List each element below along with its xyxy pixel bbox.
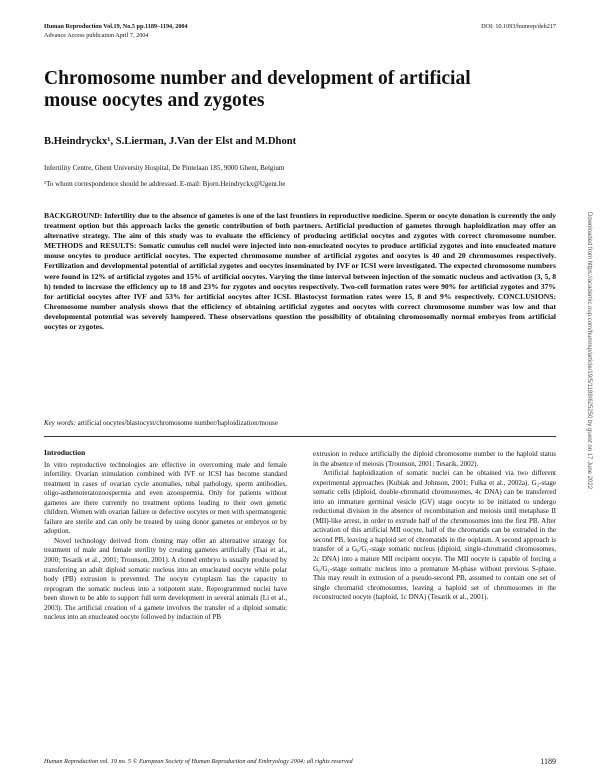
advance-access-note: Advance Access publication April 7, 2004 xyxy=(44,31,149,39)
keywords-text: artificial oocytes/blastocyst/chromosome number/haploidization/mouse xyxy=(77,419,278,427)
download-note: Downloaded from https://academic.oup.com/humrep/article/19/5/1189/625250 by guest on 17 June 2022 xyxy=(586,212,592,490)
keywords-label: Key words: xyxy=(44,419,76,427)
article-title: Chromosome number and development of artificial mouse oocytes and zygotes xyxy=(44,68,471,111)
journal-citation: Human Reproduction Vol.19, No.5 pp.1189–1194, 2004 xyxy=(44,23,188,30)
section-divider xyxy=(44,436,556,437)
intro-paragraph-2: Novel technology derived from cloning may offer an alternative strategy for treatment of male and female sterility by creating gametes artificially (Tsai et al., 2000; Tesarik et al., 2001; Trounson, 2001). A cloned embryo is usually produced by transferring an adult diploid somatic nucleus into an enucleated oocyte while polar body (PB) extrusion is prevented. The oocyte cytoplasm has the capacity to reprogram the somatic nucleus into a totipotent state. Reprogrammed nuclei have been shown to be able to support full term development in several animals (Li et al., 2003). The artificial creation of a gamete involves the transfer of a diploid somatic nucleus into an enucleated oocyte followed by induction of PB xyxy=(44,536,287,622)
download-watermark xyxy=(583,212,593,572)
intro-paragraph-2-continued: extrusion to reduce artificially the diploid chromosome number to the haploid status in the absence of meiosis (Trounson, 2001; Tesarik, 2002). xyxy=(313,450,556,468)
intro-paragraph-3: Artificial haploidization of somatic nuclei can be obtained via two different experimental approaches (Kubiak and Johnson, 2001; Fulka et al., 2002a). G₂-stage somatic cells (diploid, double-chromatid chromosomes, 4c DNA) can be transferred into an immature germinal vesicle (GV) stage oocyte to be initiated to undergo reductional division in the absence of recombination and meiosis until metaphase II (MII)-like arrest, in order to extrude half of the chromosomes into the first PB. After activation of this artificial MII oocyte, half of the chromatids can be extruded in the second PB, leaving a haploid set of chromatids in the ooplasm. A second approach is transfer of a G₀/G₁-stage somatic nucleus (diploid, single-chromatid chromosomes, 2c DNA) into a mature MII recipient oocyte. The MII oocyte is capable of forcing a G₀/G₁-stage somatic nucleus into a premature M-phase without previous S-phase. This may result in extrusion of a pseudo-second PB, assumed to contain one set of single chromatid chromosomes, leaving a haploid set of chromosomes in the reconstructed oocyte (haploid, 1c DNA) (Tesarik et al., 2001). xyxy=(313,469,556,602)
affiliation: Infertility Centre, Ghent University Hospital, De Pintelaan 185, 9000 Ghent, Belgium xyxy=(44,164,285,172)
page-number: 1189 xyxy=(540,757,556,766)
right-column xyxy=(313,450,556,603)
left-column xyxy=(44,448,287,623)
running-header xyxy=(44,23,556,40)
introduction-heading: Introduction xyxy=(44,448,86,457)
footer-copyright: Human Reproduction vol. 19 no. 5 © European Society of Human Reproduction and Embryology 2004; all rights reserved xyxy=(44,758,353,765)
doi-link[interactable]: DOI: 10.1093/humrep/deh217 xyxy=(481,23,556,30)
correspondence-note: ¹To whom correspondence should be addressed. E-mail: Bjorn.Heindryckx@Ugent.be xyxy=(44,180,286,188)
author-list: B.Heindryckx¹, S.Lierman, J.Van der Elst and M.Dhont xyxy=(44,136,297,147)
abstract: BACKGROUND: Infertility due to the absence of gametes is one of the last frontiers in reproductive medicine. Sperm or oocyte donation is currently the only treatment option but this approach lacks the genetic contribution of both partners. Artificial production of gametes through haploidization may offer an alternative strategy. The aim of this study was to evaluate the efficiency of producing artificial oocytes and zygotes with correct chromosome number. METHODS and RESULTS: Somatic cumulus cell nuclei were injected into non-enucleated oocytes to produce artificial zygotes and into enucleated mature mouse oocytes to produce artificial oocytes. The expected chromosome number of artificial zygotes and oocytes is 40 and 20 chromosomes respectively. Fertilization and developmental potential of artificial zygotes and oocytes inseminated by IVF or ICSI were investigated. The expected chromosome numbers were found in 12% of artificial zygotes and 15% of artificial oocytes. Varying the time interval between injection of the somatic nucleus and activation (3, 5, 8 h) tended to increase the efficiency up to 18 and 23% for zygotes and oocytes respectively. Two-cell formation rates were 90% for artificial zygotes and 37% for artificial oocytes after IVF and 53% for artificial oocytes after ICSI. Blastocyst formation rates were 15, 8 and 9% respectively. CONCLUSIONS: Chromosome number analysis shows that the efficiency of obtaining artificial zygotes and oocytes with correct chromosome number was low and that developmental potential was severely hampered. These observations question the possibility of obtaining chromosomally normal embryos from artificial oocytes or zygotes. xyxy=(44,211,556,332)
page-footer xyxy=(44,758,556,765)
keywords-line xyxy=(44,419,278,427)
intro-paragraph-1: In vitro reproductive technologies are effective in overcoming male and female infertility. Ovarian stimulation combined with IVF or ICSI has become standard treatment in cases of ovarian cycle anomalies, tubal pathology, sperm antibodies, oligo-asthenoteratozoospermia and even azoospermia. Only for patients without gametes are there currently no treatment options leading to their own genetic children. Women with ovarian failure or defective oocytes or men with spermatogenic failure are sterile and can only be treated by using donor gametes or embryos or by adoption. xyxy=(44,460,287,536)
